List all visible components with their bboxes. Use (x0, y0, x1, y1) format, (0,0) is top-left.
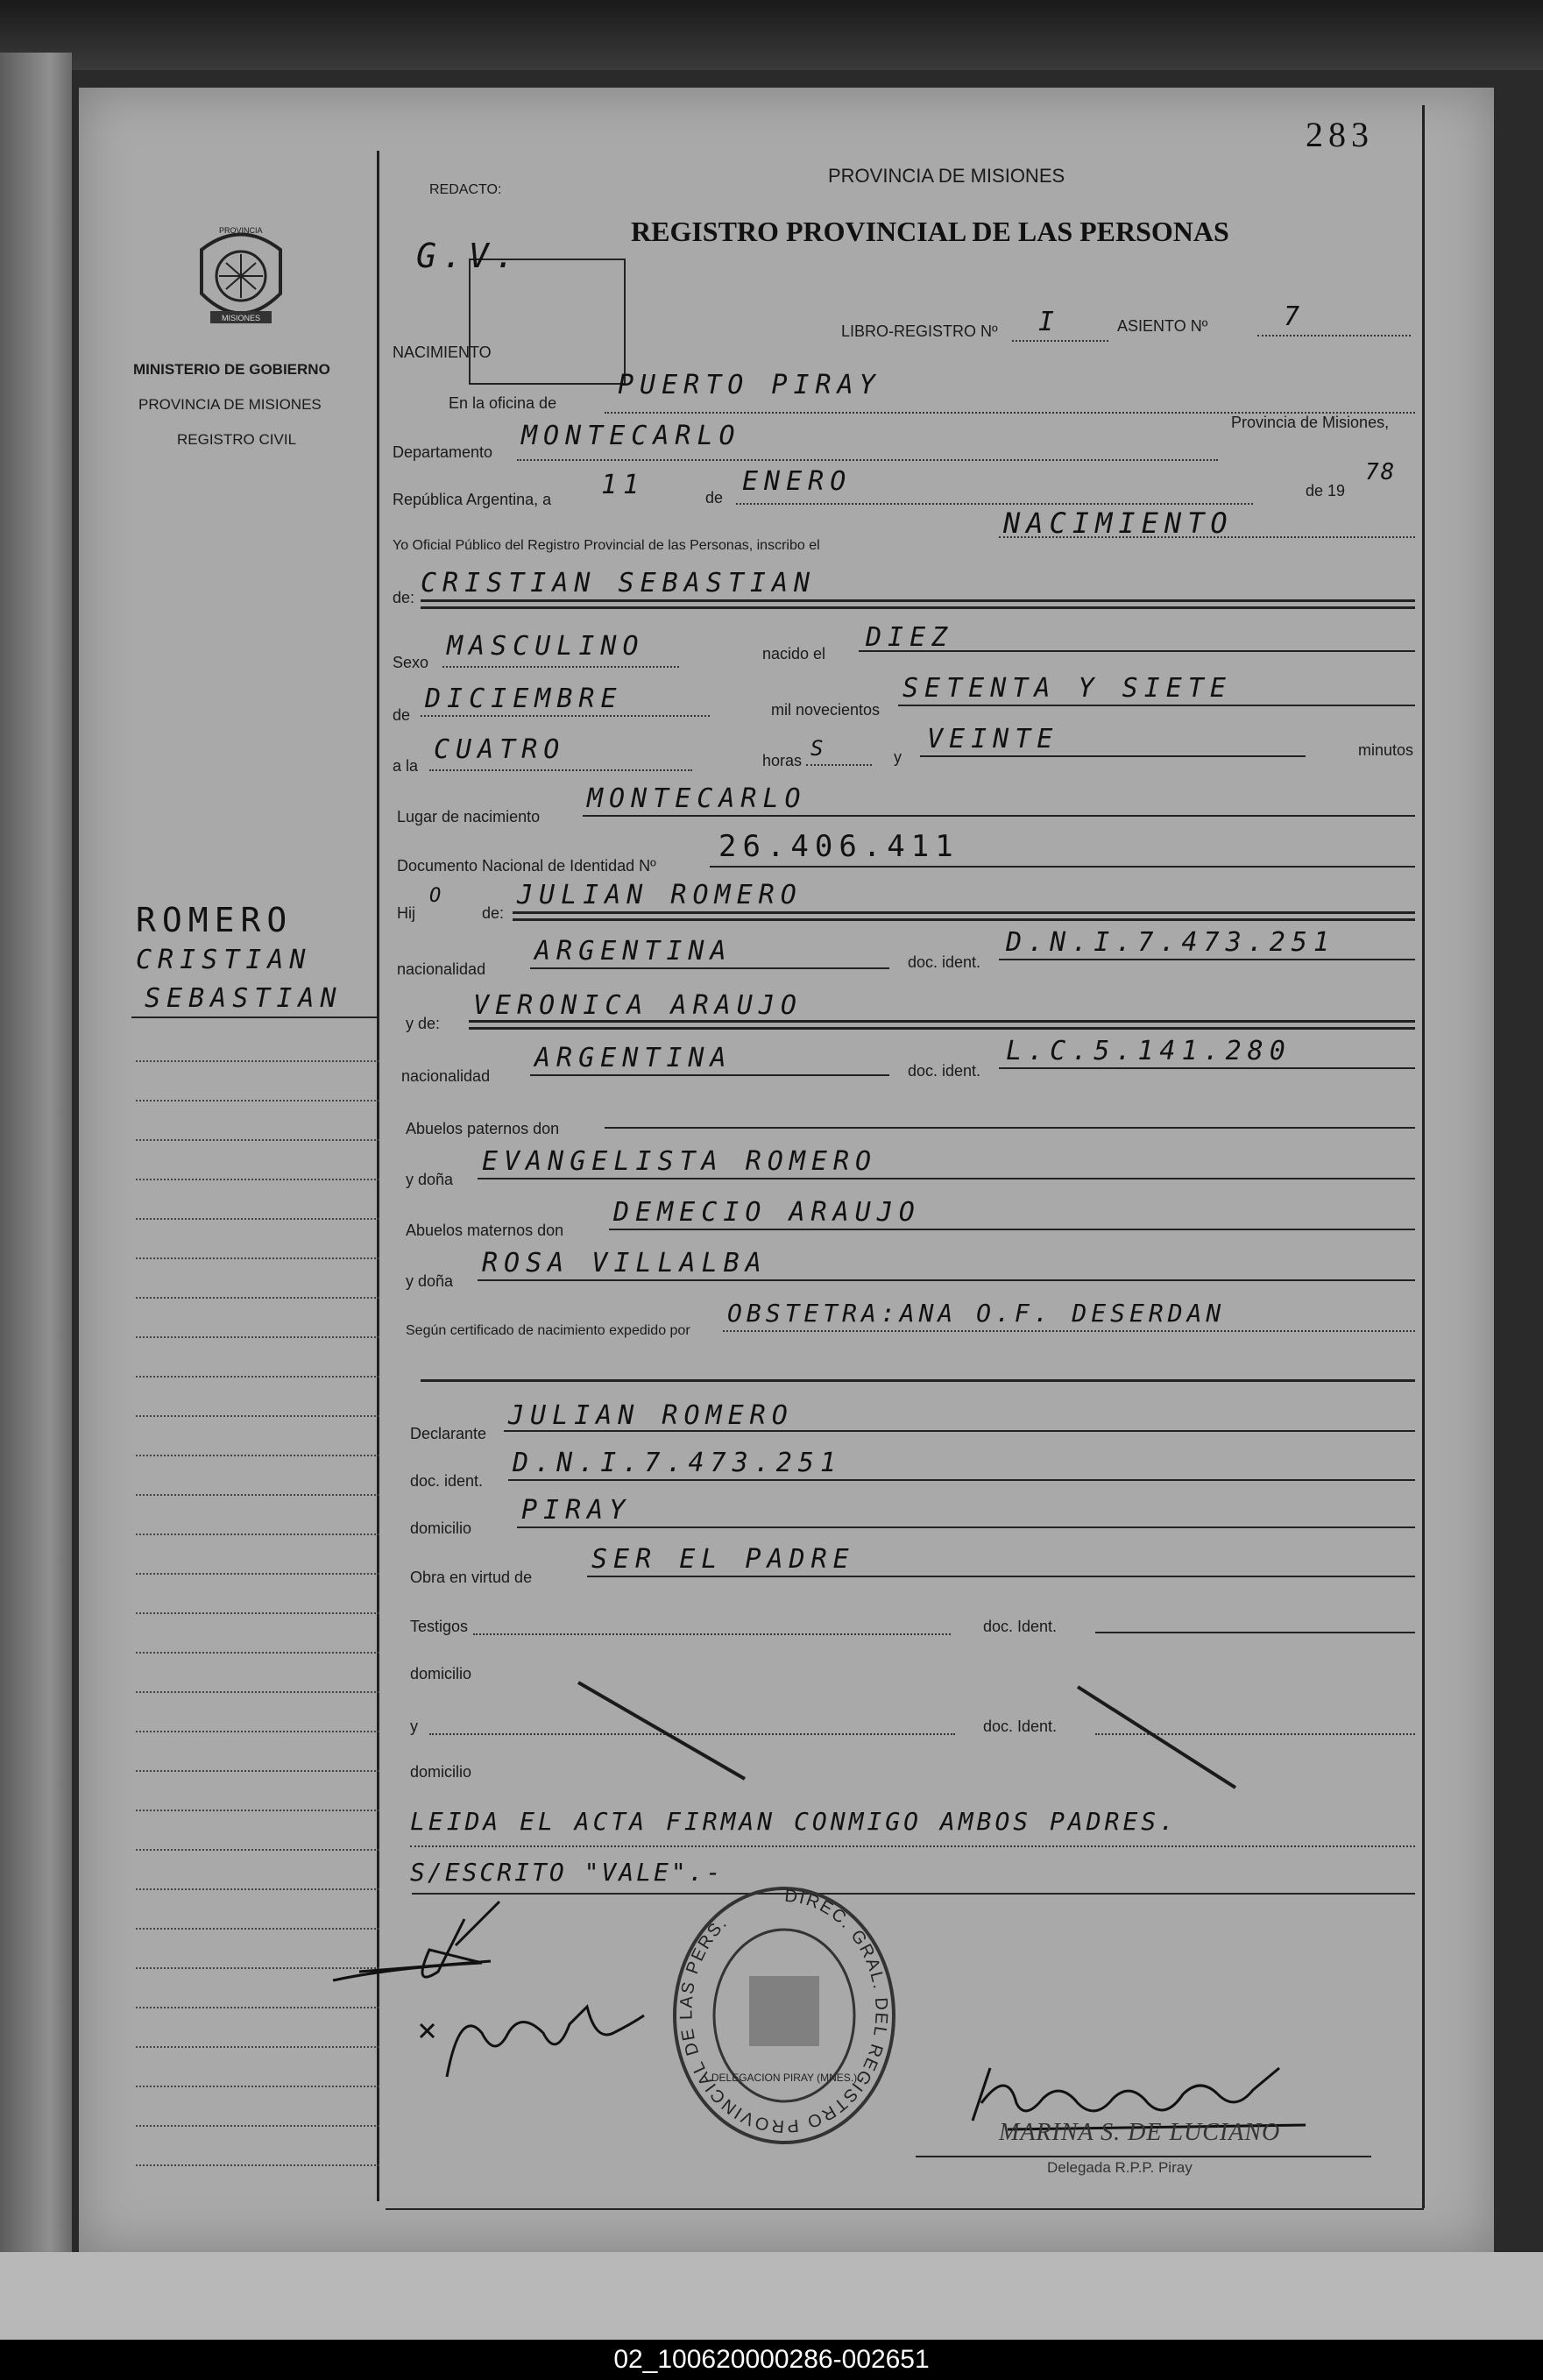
margin-rule-line (136, 1336, 379, 1338)
hora-value: CUATRO (434, 734, 566, 765)
hij-value: O (429, 885, 448, 907)
testigos-line (473, 1633, 951, 1635)
padre-nac-line (530, 967, 889, 969)
certificado-line-2 (421, 1379, 1415, 1382)
departamento-line (517, 459, 1218, 461)
testigos-doc-label: doc. Ident. (983, 1618, 1058, 1635)
registry-stamp (666, 1875, 902, 2156)
note-line-1-rule (410, 1845, 1415, 1847)
margin-rule-line (136, 1139, 379, 1141)
libro-label: LIBRO-REGISTRO Nº (841, 322, 998, 340)
minutos-line (920, 755, 1306, 757)
libro-value: I (1038, 307, 1061, 337)
abuela-mat-value: ROSA VILLALBA (482, 1248, 768, 1279)
hij-label: Hij (397, 904, 415, 922)
stamp-inner-text: DELEGACION PIRAY (MNES.) (711, 2072, 858, 2084)
madre-nac-label: nacionalidad (401, 1067, 491, 1085)
margin-rule-line (136, 2086, 379, 2087)
dni-line (710, 866, 1415, 868)
abuela-pat-value: EVANGELISTA ROMERO (482, 1146, 878, 1177)
declarante-line (504, 1430, 1415, 1432)
margin-rule-line (136, 1455, 379, 1456)
oficina-label: En la oficina de (449, 394, 557, 412)
declarante-doc-label: doc. ident. (410, 1472, 484, 1490)
declarante-value: JULIAN ROMERO (508, 1400, 794, 1431)
oficina-value: PUERTO PIRAY (618, 370, 881, 400)
parent-signature-2 (412, 1980, 657, 2094)
obra-label: Obra en virtud de (410, 1569, 533, 1586)
republica-label: República Argentina, a (393, 491, 552, 508)
margin-rule-line (136, 1770, 379, 1772)
sexo-value: MASCULINO (447, 631, 645, 662)
abuelo-mat-line (609, 1229, 1415, 1230)
redacto-label: REDACTO: (429, 182, 502, 197)
margin-rule-line (136, 1179, 379, 1180)
testigos-label: Testigos (410, 1618, 469, 1635)
margin-rule-line (136, 1297, 379, 1299)
stamp-ring-text: DIREC. GRAL. DEL REGISTRO PROVINCIAL DE LAS PERS. (676, 1886, 891, 2136)
testigo2-domicilio-label: domicilio (410, 1763, 472, 1781)
scan-bottom-strip (0, 2252, 1543, 2340)
testigos-doc-line (1095, 1632, 1415, 1633)
margin-rule-line (136, 2007, 379, 2008)
dni-label: Documento Nacional de Identidad Nº (397, 857, 656, 875)
binder-edge (0, 0, 1543, 70)
madre-doc-value: L.C.5.141.280 (1006, 1036, 1292, 1066)
obra-value: SER EL PADRE (591, 1544, 855, 1575)
hora-line (429, 769, 692, 771)
facing-page-edge (0, 53, 72, 2252)
mes-value: ENERO (742, 466, 853, 497)
acto-value: NACIMIENTO (1003, 506, 1234, 540)
nombre-value: CRISTIAN SEBASTIAN (421, 568, 817, 599)
libro-line (1012, 340, 1108, 342)
margin-name-1: ROMERO (136, 901, 294, 939)
scan-caption: 02_100620000286-002651 (0, 2340, 1543, 2380)
asiento-label: ASIENTO Nº (1117, 317, 1208, 335)
horas-label: horas (762, 752, 803, 769)
madre-label: y de: (406, 1015, 441, 1032)
official-name: MARINA S. DE LUCIANO (999, 2119, 1281, 2146)
certificado-line (723, 1330, 1415, 1332)
nombre-line-2 (421, 606, 1415, 609)
departamento-value: MONTECARLO (521, 421, 741, 451)
oficial-label: Yo Oficial Público del Registro Provincial de las Personas, inscribo el (393, 538, 820, 553)
domicilio-line (517, 1526, 1415, 1528)
domicilio-value: PIRAY (521, 1495, 632, 1526)
nacimiento-label: NACIMIENTO (393, 344, 492, 361)
declarante-doc-value: D.N.I.7.473.251 (513, 1448, 842, 1478)
dni-value: 26.406.411 (718, 829, 959, 864)
madre-value: VERONICA ARAUJO (473, 990, 803, 1021)
asiento-value: 7 (1284, 301, 1306, 332)
registry-title: REGISTRO PROVINCIAL DE LAS PERSONAS (631, 216, 1229, 247)
mes-label: de (705, 489, 724, 506)
official-title: Delegada R.P.P. Piray (1047, 2159, 1193, 2176)
padre-nac-value: ARGENTINA (534, 936, 733, 967)
nacido-label: nacido el (762, 645, 826, 662)
abuelos-mat-label: Abuelos maternos don (406, 1222, 564, 1239)
abuela-pat-label: y doña (406, 1171, 454, 1188)
birth-record-page (79, 88, 1494, 2252)
lugar-label: Lugar de nacimiento (397, 808, 541, 825)
seal-top-text: PROVINCIA (219, 226, 263, 235)
ministry-province: PROVINCIA DE MISIONES (138, 396, 322, 413)
nacido-dia-value: DIEZ (866, 622, 954, 653)
madre-nac-line (530, 1074, 889, 1076)
margin-rule-line (136, 2164, 379, 2166)
testigo2-doc-label: doc. Ident. (983, 1718, 1058, 1735)
ministry-office: REGISTRO CIVIL (177, 431, 297, 448)
seal-bottom-text: MISIONES (222, 314, 261, 322)
margin-rule-line (136, 1415, 379, 1417)
sexo-line (442, 666, 679, 668)
page-number: 283 (1306, 115, 1374, 154)
padre-doc-label: doc. ident. (908, 953, 981, 971)
lugar-value: MONTECARLO (587, 783, 807, 814)
anio-value: 78 (1365, 459, 1397, 485)
abuelos-pat-label: Abuelos paternos don (406, 1120, 560, 1137)
certificado-value: OBSTETRA:ANA O.F. DESERDAN (727, 1299, 1226, 1328)
note-line-2: S/ESCRITO "VALE".- (410, 1858, 724, 1887)
padre-line (513, 911, 1415, 914)
ministry-label: MINISTERIO DE GOBIERNO (133, 361, 330, 378)
margin-rule-line (136, 1652, 379, 1654)
nacido-mes-line (421, 715, 710, 717)
padre-nac-label: nacionalidad (397, 960, 486, 978)
horas-suffix: S (810, 736, 830, 761)
segun-label: Según certificado de nacimiento expedido por (406, 1323, 690, 1338)
madre-line-2 (469, 1027, 1415, 1030)
abuela-pat-line (478, 1178, 1415, 1179)
dia-value: 11 (601, 470, 646, 500)
official-signature-line (916, 2156, 1371, 2157)
cancel-strokes (570, 1674, 1358, 1814)
margin-name-3: SEBASTIAN (145, 983, 343, 1014)
margin-rule-line (136, 1612, 379, 1614)
horas-line (806, 764, 872, 766)
domicilio-label: domicilio (410, 1519, 472, 1537)
padre-line-2 (513, 918, 1415, 921)
minutos-label: minutos (1358, 741, 1414, 759)
anio-label: de 19 (1306, 482, 1346, 499)
nacido-mes-label: de (393, 706, 411, 724)
note-line-1: LEIDA EL ACTA FIRMAN CONMIGO AMBOS PADRES. (410, 1807, 1178, 1836)
madre-doc-line (999, 1067, 1415, 1069)
y-min-label: y (894, 748, 902, 766)
nacido-anio-line (898, 705, 1415, 706)
right-rule (1422, 105, 1425, 2208)
a-la-label: a la (393, 757, 419, 775)
nombre-line (421, 599, 1415, 602)
declarante-doc-line (508, 1479, 1415, 1481)
sexo-label: Sexo (393, 654, 429, 671)
abuelo-mat-value: DEMECIO ARAUJO (613, 1197, 921, 1228)
nacido-mes-value: DICIEMBRE (425, 684, 623, 714)
madre-doc-label: doc. ident. (908, 1062, 981, 1080)
margin-name-2: CRISTIAN (136, 945, 312, 975)
margin-rule-line (136, 1218, 379, 1220)
margin-rule-line (136, 1731, 379, 1732)
margin-underline (131, 1016, 377, 1018)
margin-rule-line (136, 1691, 379, 1693)
margin-rule-line (136, 1060, 379, 1062)
nacido-anio-value: SETENTA Y SIETE (902, 673, 1232, 704)
abuela-mat-line (478, 1279, 1415, 1281)
margin-rule-line (136, 1494, 379, 1496)
testigo2-label: y (410, 1718, 418, 1735)
padre-doc-line (999, 959, 1415, 960)
mes-line (736, 503, 1253, 505)
margin-rule-line (136, 1810, 379, 1811)
madre-nac-value: ARGENTINA (534, 1043, 733, 1073)
departamento-label: Departamento (393, 443, 493, 461)
abuela-mat-label: y doña (406, 1272, 454, 1290)
margin-rule-line (136, 2125, 379, 2127)
asiento-line (1257, 335, 1411, 336)
province-title: PROVINCIA DE MISIONES (828, 165, 1065, 187)
obra-line (587, 1576, 1415, 1577)
madre-line (469, 1020, 1415, 1023)
nombre-label: de: (393, 589, 415, 606)
margin-rule-line (136, 1534, 379, 1535)
margin-rule-line (136, 1573, 379, 1575)
acto-line (999, 536, 1415, 538)
padre-doc-value: D.N.I.7.473.251 (1006, 927, 1335, 958)
bottom-rule (386, 2208, 1424, 2210)
margin-rule-line (136, 2046, 379, 2048)
margin-rule-line (136, 1376, 379, 1378)
lugar-line (583, 815, 1415, 817)
margin-rule-line (136, 1257, 379, 1259)
nacido-line (859, 650, 1415, 652)
redacto-value: G.V. (416, 237, 521, 275)
redacto-box (469, 259, 626, 385)
abuelos-pat-line (605, 1127, 1415, 1129)
padre-label: de: (482, 904, 505, 922)
minutos-value: VEINTE (927, 724, 1059, 754)
margin-rule-line (136, 1849, 379, 1851)
mil-label: mil novecientos (771, 701, 881, 719)
provincia-label: Provincia de Misiones, (1231, 414, 1390, 431)
padre-value: JULIAN ROMERO (517, 880, 803, 910)
margin-rule-line (136, 1100, 379, 1101)
declarante-label: Declarante (410, 1425, 487, 1442)
testigos-domicilio-label: domicilio (410, 1665, 472, 1682)
